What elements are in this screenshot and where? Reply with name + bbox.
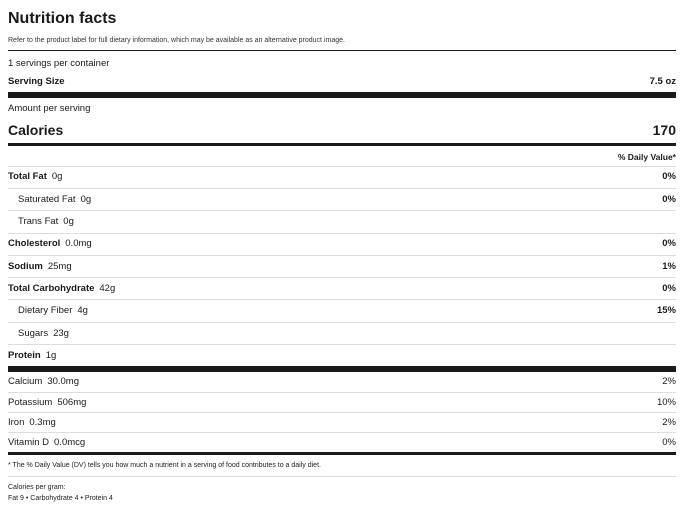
nutrient-name: Dietary Fiber: [18, 305, 73, 316]
thick-divider: [8, 366, 676, 372]
daily-value-footnote: * The % Daily Value (DV) tells you how much a nutrient in a serving of food contributes to a daily diet.: [8, 462, 321, 469]
mineral-amount: 0.3mg: [29, 417, 56, 428]
nutrient-dv: 1%: [662, 261, 676, 272]
nutrient-amount: 0g: [63, 216, 74, 227]
nutrient-row-protein: [8, 349, 56, 363]
mineral-name: Iron: [8, 417, 25, 428]
calories-per-gram-values: Fat 9 • Carbohydrate 4 • Protein 4: [8, 495, 113, 502]
mineral-name: Calcium: [8, 376, 43, 387]
mineral-amount: 0.0mcg: [54, 437, 86, 448]
nutrient-dv: 0%: [662, 171, 676, 182]
serving-size-label: Serving Size: [8, 76, 65, 87]
nutrient-name: Sugars: [18, 328, 49, 339]
amount-per-serving-label: Amount per serving: [8, 103, 91, 114]
mineral-name: Potassium: [8, 397, 53, 408]
label-disclaimer: Refer to the product label for full dietary information, which may be available as an alternative product image.: [8, 37, 345, 44]
nutrient-amount: 25mg: [47, 261, 72, 272]
mineral-name: Vitamin D: [8, 437, 50, 448]
row-divider: [8, 299, 676, 300]
row-divider: [8, 233, 676, 234]
daily-value-header: % Daily Value*: [617, 152, 676, 162]
row-divider: [8, 210, 676, 211]
nutrient-amount: 4g: [77, 305, 88, 316]
nutrient-amount: 0g: [51, 171, 63, 182]
mineral-dv: 10%: [656, 397, 676, 408]
nutrient-name: Trans Fat: [18, 216, 59, 227]
nutrient-name: Cholesterol: [8, 238, 61, 249]
mineral-dv: 2%: [662, 417, 676, 428]
row-divider: [8, 432, 676, 433]
nutrient-name: Total Carbohydrate: [8, 283, 95, 294]
row-divider: [8, 476, 676, 477]
row-divider: [8, 412, 676, 413]
nutrient-dv: 15%: [656, 305, 676, 316]
row-divider: [8, 255, 676, 256]
nutrient-dv: 0%: [662, 238, 676, 249]
row-divider: [8, 277, 676, 278]
nutrient-row-total-carbohydrate: [8, 282, 115, 296]
nutrient-name: Saturated Fat: [18, 194, 76, 205]
nutrient-row-sugars: [18, 327, 69, 341]
nutrient-amount: 0g: [80, 194, 92, 205]
nutrient-name: Protein: [8, 350, 41, 361]
row-divider: [8, 166, 676, 167]
nutrient-row-saturated-fat: [18, 193, 91, 207]
nutrient-name: Total Fat: [8, 171, 47, 182]
page-title: Nutrition facts: [8, 10, 117, 27]
nutrient-row-total-fat: [8, 170, 62, 184]
row-divider: [8, 188, 676, 189]
thick-divider: [8, 92, 676, 98]
mineral-row-calcium: [8, 375, 79, 389]
nutrient-row-sodium: [8, 260, 72, 274]
mineral-row-potassium: [8, 396, 86, 410]
divider: [8, 50, 676, 51]
nutrient-row-dietary-fiber: [18, 304, 88, 318]
nutrient-dv: 0%: [662, 194, 676, 205]
servings-per-container: 1 servings per container: [8, 58, 110, 69]
nutrient-dv: 0%: [662, 283, 676, 294]
mineral-dv: 2%: [662, 376, 676, 387]
nutrient-row-trans-fat: [18, 215, 74, 229]
nutrient-amount: 23g: [53, 328, 69, 339]
mineral-row-iron: [8, 416, 56, 430]
row-divider: [8, 322, 676, 323]
nutrient-amount: 0.0mg: [65, 238, 92, 249]
calories-per-gram-label: Calories per gram:: [8, 484, 66, 491]
mineral-amount: 30.0mg: [47, 376, 79, 387]
calories-value: 170: [652, 122, 676, 138]
nutrient-amount: 42g: [99, 283, 116, 294]
nutrient-amount: 1g: [45, 350, 57, 361]
nutrient-row-cholesterol: [8, 237, 92, 251]
mineral-row-vitamin-d: [8, 436, 85, 450]
nutrient-name: Sodium: [8, 261, 43, 272]
mineral-dv: 0%: [662, 437, 676, 448]
serving-size-value: 7.5 oz: [649, 76, 676, 87]
calories-label: Calories: [8, 122, 64, 138]
medium-divider: [8, 143, 676, 146]
row-divider: [8, 392, 676, 393]
row-divider: [8, 344, 676, 345]
mineral-amount: 506mg: [57, 397, 87, 408]
medium-divider: [8, 452, 676, 455]
